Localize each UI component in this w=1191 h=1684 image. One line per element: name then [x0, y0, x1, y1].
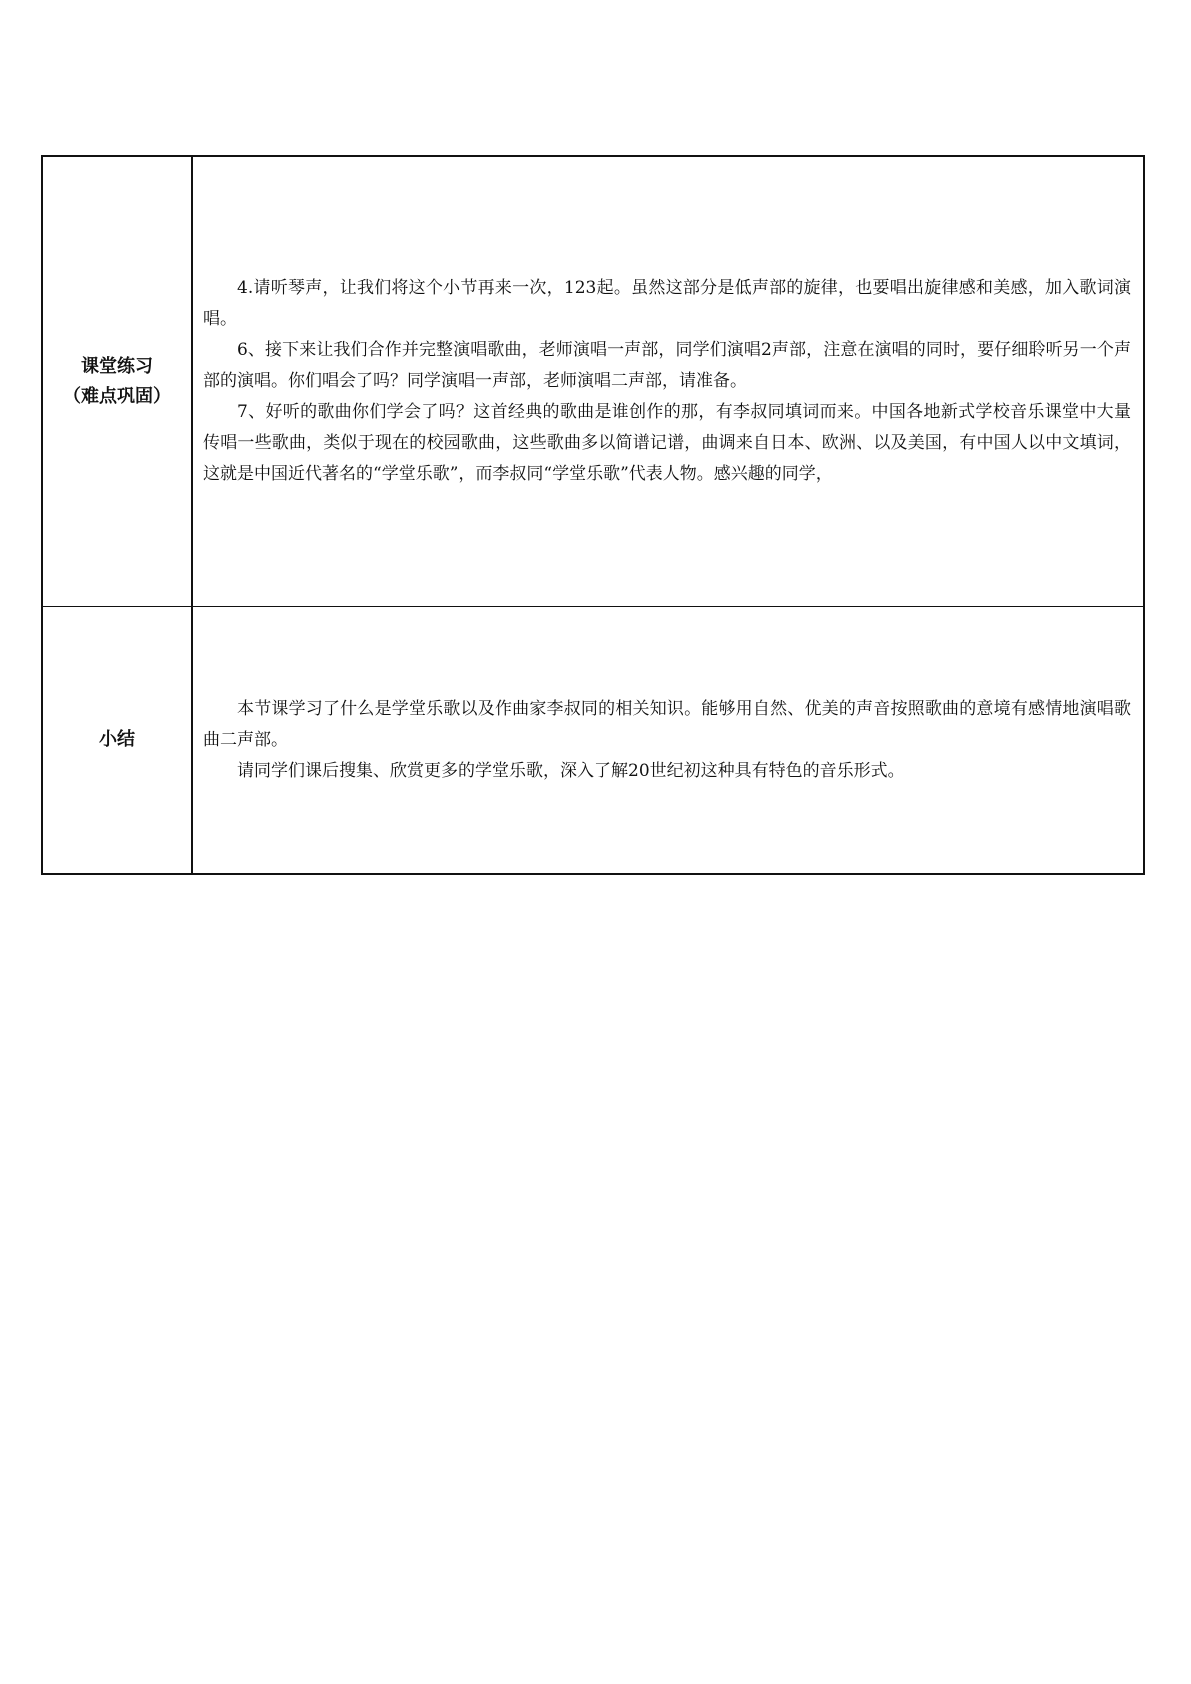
paragraph: 本节课学习了什么是学堂乐歌以及作曲家李叔同的相关知识。能够用自然、优美的声音按照歌曲的意境有感情地演唱歌曲二声部。 — [203, 698, 1131, 750]
table-row-summary — [42, 607, 1144, 875]
row-label-line: 课堂练习 — [81, 355, 153, 377]
row-label-classroom-practice — [42, 156, 192, 607]
row-label-subline: （难点巩固） — [63, 385, 171, 407]
lesson-plan-table — [41, 155, 1145, 875]
paragraph: 4.请听琴声，让我们将这个小节再来一次，123起。虽然这部分是低声部的旋律，也要唱出旋律感和美感，加入歌词演唱。 — [203, 278, 1131, 329]
row-label-summary — [42, 607, 192, 875]
row-label-line: 小结 — [99, 729, 135, 750]
row-content-classroom-practice — [192, 156, 1144, 607]
table-row-classroom-practice — [42, 156, 1144, 607]
paragraph: 7、好听的歌曲你们学会了吗？这首经典的歌曲是谁创作的那，有李叔同填词而来。中国各地新式学校音乐课堂中大量传唱一些歌曲，类似于现在的校园歌曲，这些歌曲多以简谱记谱，曲调来自日本、欧洲、以及美国，有中国人以中文填词，这就是中国近代著名的“学堂乐歌”，而李叔同“学堂乐歌”代表人物。感兴趣的同学， — [203, 402, 1131, 484]
row-content-summary — [192, 607, 1144, 875]
paragraph: 6、接下来让我们合作并完整演唱歌曲，老师演唱一声部，同学们演唱2声部，注意在演唱的同时，要仔细聆听另一个声部的演唱。你们唱会了吗？同学演唱一声部，老师演唱二声部，请准备。 — [203, 340, 1131, 391]
paragraph: 请同学们课后搜集、欣赏更多的学堂乐歌，深入了解20世纪初这种具有特色的音乐形式。 — [237, 760, 905, 781]
